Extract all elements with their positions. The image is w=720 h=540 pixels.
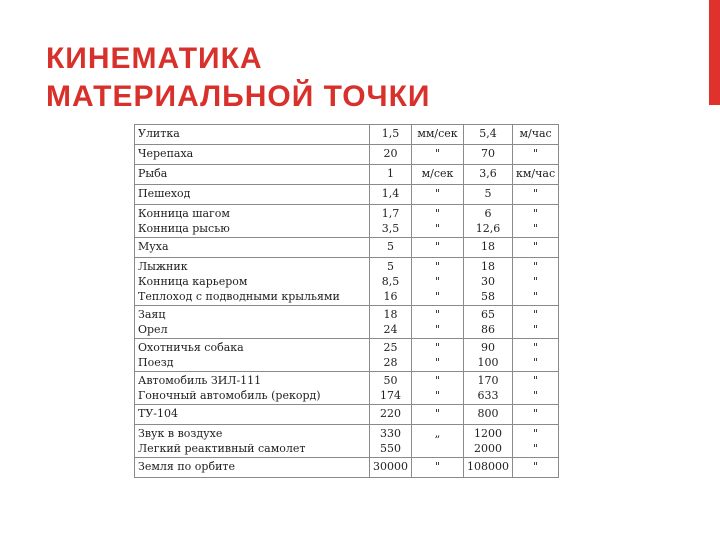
cell-line: ": [533, 341, 539, 354]
cell-line: ": [434, 275, 441, 288]
cell-line: 2000: [474, 442, 502, 455]
table-row: [135, 165, 559, 185]
speed-value-1-cell: [370, 458, 412, 478]
cell-line: ": [434, 207, 441, 220]
speed-unit-2-cell: [513, 145, 559, 165]
table-row: [135, 205, 559, 238]
speed-value-2-cell: [464, 372, 513, 405]
speed-value-2-cell: [464, 205, 513, 238]
cell-line: 3,5: [381, 222, 400, 235]
cell-line: ": [434, 341, 441, 354]
speed-value-1-cell: [370, 205, 412, 238]
cell-line: Звук в воздухе: [138, 427, 223, 440]
cell-line: 170: [477, 374, 499, 387]
cell-line: ": [533, 187, 539, 200]
cell-line: ": [533, 240, 539, 253]
table-row: [135, 306, 559, 339]
speed-unit-2-cell: [513, 185, 559, 205]
cell-line: Конница шагом: [138, 207, 230, 220]
name-cell: [135, 405, 370, 425]
cell-line: 100: [477, 356, 499, 369]
title-line-1: КИНЕМАТИКА: [46, 42, 263, 75]
cell-line: „: [434, 427, 441, 440]
cell-line: 1,5: [381, 127, 400, 140]
cell-line: ": [533, 260, 539, 273]
speed-value-1-cell: [370, 306, 412, 339]
speed-value-1-cell: [370, 238, 412, 258]
speed-value-2-cell: [464, 458, 513, 478]
speed-value-2-cell: [464, 306, 513, 339]
cell-line: ": [434, 323, 441, 336]
speed-value-1-cell: [370, 372, 412, 405]
cell-line: 18: [383, 308, 398, 321]
cell-line: ": [533, 147, 539, 160]
speed-value-2-cell: [464, 405, 513, 425]
speed-unit-2-cell: [513, 425, 559, 458]
cell-line: 6: [484, 207, 492, 220]
cell-line: Лыжник: [138, 260, 188, 273]
speed-value-2-cell: [464, 185, 513, 205]
cell-line: ": [434, 222, 441, 235]
table-row: [135, 125, 559, 145]
name-cell: [135, 458, 370, 478]
cell-line: Улитка: [138, 127, 180, 140]
cell-line: Гоночный автомобиль (рекорд): [138, 389, 321, 402]
speed-value-1-cell: [370, 258, 412, 306]
cell-line: 5,4: [479, 127, 497, 140]
table-row: [135, 372, 559, 405]
cell-line: ": [533, 275, 539, 288]
speed-unit-1-cell: [412, 258, 464, 306]
speed-table-body: [135, 125, 559, 478]
cell-line: Легкий реактивный самолет: [138, 442, 306, 455]
speed-unit-1-cell: [412, 372, 464, 405]
cell-line: 20: [383, 147, 398, 160]
cell-line: 1200: [474, 427, 502, 440]
cell-line: 70: [481, 147, 495, 160]
cell-line: ": [533, 374, 539, 387]
speed-unit-1-cell: [412, 306, 464, 339]
name-cell: [135, 425, 370, 458]
cell-line: 58: [481, 290, 495, 303]
speed-value-2-cell: [464, 258, 513, 306]
cell-line: м/час: [519, 127, 552, 140]
cell-line: 90: [481, 341, 495, 354]
speed-unit-2-cell: [513, 125, 559, 145]
cell-line: Рыба: [138, 167, 168, 180]
speed-unit-2-cell: [513, 339, 559, 372]
speed-unit-2-cell: [513, 165, 559, 185]
speed-value-2-cell: [464, 165, 513, 185]
cell-line: 24: [383, 323, 398, 336]
speed-unit-1-cell: [412, 339, 464, 372]
cell-line: ": [434, 356, 441, 369]
name-cell: [135, 165, 370, 185]
cell-line: ": [533, 389, 539, 402]
cell-line: Охотничья собака: [138, 341, 244, 354]
cell-line: ": [434, 308, 441, 321]
speed-unit-1-cell: [412, 145, 464, 165]
cell-line: км/час: [516, 167, 556, 180]
cell-line: 18: [481, 240, 495, 253]
table-row: [135, 339, 559, 372]
cell-line: ": [434, 389, 441, 402]
speed-unit-2-cell: [513, 405, 559, 425]
cell-line: Орел: [138, 323, 168, 336]
speed-unit-1-cell: [412, 405, 464, 425]
cell-line: Муха: [138, 240, 169, 253]
speed-unit-1-cell: [412, 458, 464, 478]
speed-unit-2-cell: [513, 205, 559, 238]
speed-value-2-cell: [464, 145, 513, 165]
cell-line: 1: [387, 167, 394, 180]
cell-line: 16: [383, 290, 398, 303]
speed-value-1-cell: [370, 185, 412, 205]
cell-line: ": [533, 323, 539, 336]
speed-unit-1-cell: [412, 238, 464, 258]
speed-value-2-cell: [464, 339, 513, 372]
speed-table: [134, 124, 559, 478]
cell-line: 50: [383, 374, 398, 387]
cell-line: Пешеход: [138, 187, 191, 200]
cell-line: ": [533, 427, 539, 440]
cell-line: ": [434, 407, 441, 420]
name-cell: [135, 145, 370, 165]
cell-line: ": [533, 442, 539, 455]
cell-line: 108000: [467, 460, 509, 473]
name-cell: [135, 306, 370, 339]
speed-unit-1-cell: [412, 125, 464, 145]
speed-unit-2-cell: [513, 258, 559, 306]
table-row: [135, 238, 559, 258]
cell-line: Черепаха: [138, 147, 194, 160]
cell-line: 550: [380, 442, 401, 455]
cell-line: 800: [477, 407, 499, 420]
cell-line: мм/сек: [417, 127, 458, 140]
cell-line: ": [434, 187, 441, 200]
cell-line: ": [533, 356, 539, 369]
cell-line: 5: [484, 187, 492, 200]
cell-line: 8,5: [381, 275, 400, 288]
cell-line: ": [434, 460, 441, 473]
cell-line: ": [434, 240, 441, 253]
cell-line: 220: [380, 407, 401, 420]
cell-line: 12,6: [475, 222, 501, 235]
speed-value-2-cell: [464, 238, 513, 258]
name-cell: [135, 258, 370, 306]
cell-line: ": [434, 147, 441, 160]
title-line-2: МАТЕРИАЛЬНОЙ ТОЧКИ: [46, 80, 431, 113]
cell-line: Земля по орбите: [138, 460, 236, 473]
cell-line: Поезд: [138, 356, 174, 369]
speed-value-1-cell: [370, 125, 412, 145]
cell-line: 30: [481, 275, 495, 288]
accent-bar: [709, 0, 720, 105]
cell-line: 28: [383, 356, 398, 369]
cell-line: ": [533, 308, 539, 321]
speed-value-1-cell: [370, 145, 412, 165]
cell-line: ": [434, 290, 441, 303]
cell-line: ": [533, 460, 539, 473]
speed-unit-2-cell: [513, 238, 559, 258]
cell-line: ": [533, 207, 539, 220]
name-cell: [135, 185, 370, 205]
slide-title: [46, 40, 430, 116]
name-cell: [135, 205, 370, 238]
cell-line: ": [533, 290, 539, 303]
cell-line: 5: [387, 260, 394, 273]
name-cell: [135, 339, 370, 372]
table-row: [135, 185, 559, 205]
speed-value-2-cell: [464, 125, 513, 145]
speed-unit-1-cell: [412, 185, 464, 205]
cell-line: ": [533, 222, 539, 235]
name-cell: [135, 238, 370, 258]
table-row: [135, 458, 559, 478]
speed-value-1-cell: [370, 339, 412, 372]
speed-unit-1-cell: [412, 205, 464, 238]
speed-value-1-cell: [370, 165, 412, 185]
cell-line: ": [533, 407, 539, 420]
table-row: [135, 145, 559, 165]
cell-line: Теплоход с подводными крыльями: [138, 290, 340, 303]
cell-line: 86: [481, 323, 495, 336]
cell-line: Заяц: [138, 308, 166, 321]
cell-line: Конница рысью: [138, 222, 230, 235]
cell-line: 3,6: [479, 167, 497, 180]
speed-unit-1-cell: [412, 165, 464, 185]
cell-line: 633: [477, 389, 499, 402]
cell-line: 330: [380, 427, 401, 440]
cell-line: 174: [380, 389, 401, 402]
table-row: [135, 405, 559, 425]
cell-line: 30000: [373, 460, 408, 473]
speed-unit-2-cell: [513, 372, 559, 405]
cell-line: 5: [387, 240, 394, 253]
cell-line: ": [434, 260, 441, 273]
speed-value-2-cell: [464, 425, 513, 458]
name-cell: [135, 372, 370, 405]
cell-line: 18: [481, 260, 495, 273]
speed-unit-1-cell: [412, 425, 464, 458]
speed-unit-2-cell: [513, 306, 559, 339]
cell-line: Конница карьером: [138, 275, 248, 288]
cell-line: Автомобиль ЗИЛ-111: [138, 374, 262, 387]
cell-line: м/сек: [421, 167, 454, 180]
name-cell: [135, 125, 370, 145]
speed-value-1-cell: [370, 425, 412, 458]
cell-line: 1,7: [381, 207, 400, 220]
speed-unit-2-cell: [513, 458, 559, 478]
cell-line: 65: [481, 308, 495, 321]
speed-value-1-cell: [370, 405, 412, 425]
cell-line: 25: [383, 341, 398, 354]
cell-line: ТУ-104: [138, 407, 178, 420]
table-row: [135, 258, 559, 306]
table-row: [135, 425, 559, 458]
cell-line: ": [434, 374, 441, 387]
cell-line: 1,4: [381, 187, 400, 200]
